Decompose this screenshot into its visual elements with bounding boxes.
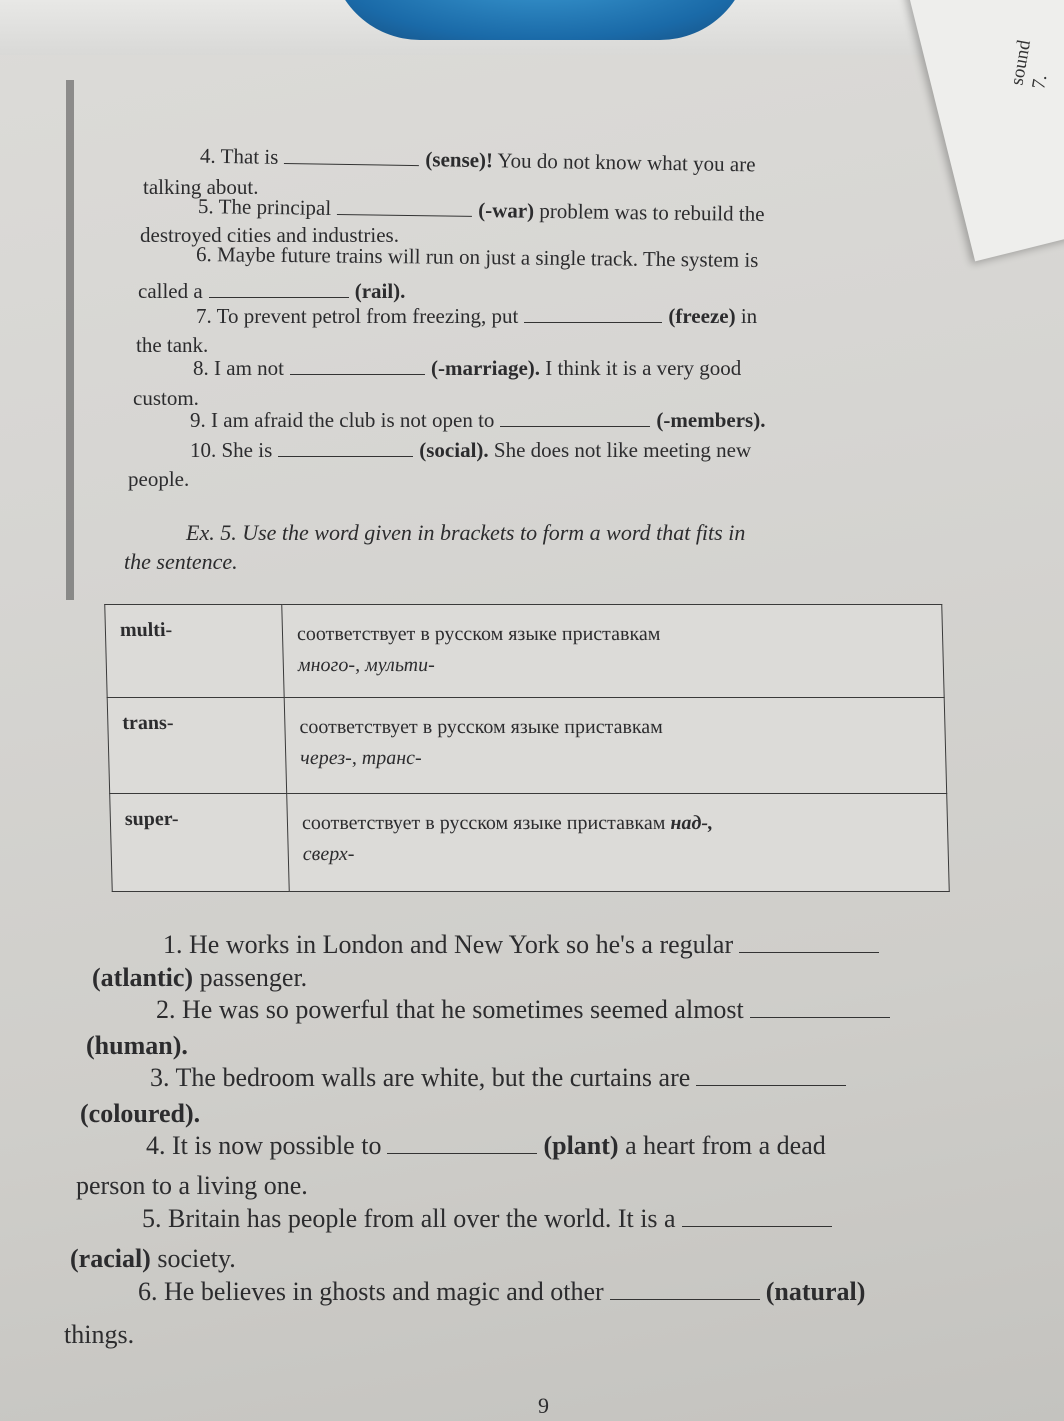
sentence-7-cont: the tank. [136,333,209,357]
prefix-cell: trans- [107,698,287,794]
sentence-6: 6. Maybe future trains will run on just a single track. The system is [195,242,759,272]
ex5-sentence-1: 1. He works in London and New York so he's a regular [163,932,885,958]
sentence-5: 5. The principal (-war) problem was to rebuild the [197,194,765,226]
meaning-cell: соответствует в русском языке приставкам много-, мульти- [282,605,944,698]
exercise-5-instruction-cont: the sentence. [124,549,238,574]
sentence-9: 9. I am afraid the club is not open to (-members). [190,408,766,432]
ex5-sentence-3: 3. The bedroom walls are white, but the curtains are [150,1065,852,1091]
table-row [110,794,950,892]
prefix-cell: multi- [105,605,284,698]
table-row [107,698,947,794]
sentence-10: 10. She is (social). She does not like meeting new [190,438,752,462]
sentence-8-cont: custom. [133,386,199,410]
ex5-sentence-2-cont: (human). [86,1031,188,1060]
sentence-5-cont: destroyed cities and industries. [140,223,399,247]
prefix-table [104,604,950,892]
ex5-sentence-5: 5. Britain has people from all over the world. It is a [142,1206,838,1232]
ex5-sentence-4: 4. It is now possible to (plant) a heart from a dead [146,1131,826,1160]
ex5-sentence-6-cont: things. [64,1320,135,1349]
ex5-sentence-3-cont: (coloured). [80,1099,201,1128]
blue-object [330,0,750,40]
ex5-sentence-5-cont: (racial) society. [70,1244,236,1273]
prefix-cell: super- [110,794,290,892]
meaning-cell: соответствует в русском языке приставкам над-, сверх- [287,794,950,892]
meaning-cell: соответствует в русском языке приставкам через-, транс- [284,698,947,794]
ex5-sentence-4-cont: person to a living one. [76,1171,308,1200]
sentence-10-cont: people. [128,467,190,491]
ex5-sentence-2: 2. He was so powerful that he sometimes seemed almost [156,997,896,1023]
sentence-4-cont: talking about. [143,175,259,199]
sentence-8: 8. I am not (-marriage). I think it is a very good [193,356,742,380]
exercise-5-instruction: Ex. 5. Use the word given in brackets to form a word that fits in [186,520,746,545]
ex5-sentence-1-cont: (atlantic) passenger. [92,963,308,992]
page-number: 9 [538,1393,549,1418]
page-spine-shadow [66,80,74,600]
sentence-7: 7. To prevent petrol from freezing, put (freeze) in [196,304,758,328]
ex5-sentence-6: 6. He believes in ghosts and magic and other (natural) [138,1277,866,1306]
sentence-6-cont: called a (rail). [138,279,406,303]
table-row [105,605,944,698]
sentence-4: 4. That is (sense)! You do not know what you are [199,143,756,177]
side-page-text: sound 7. [1006,38,1052,91]
